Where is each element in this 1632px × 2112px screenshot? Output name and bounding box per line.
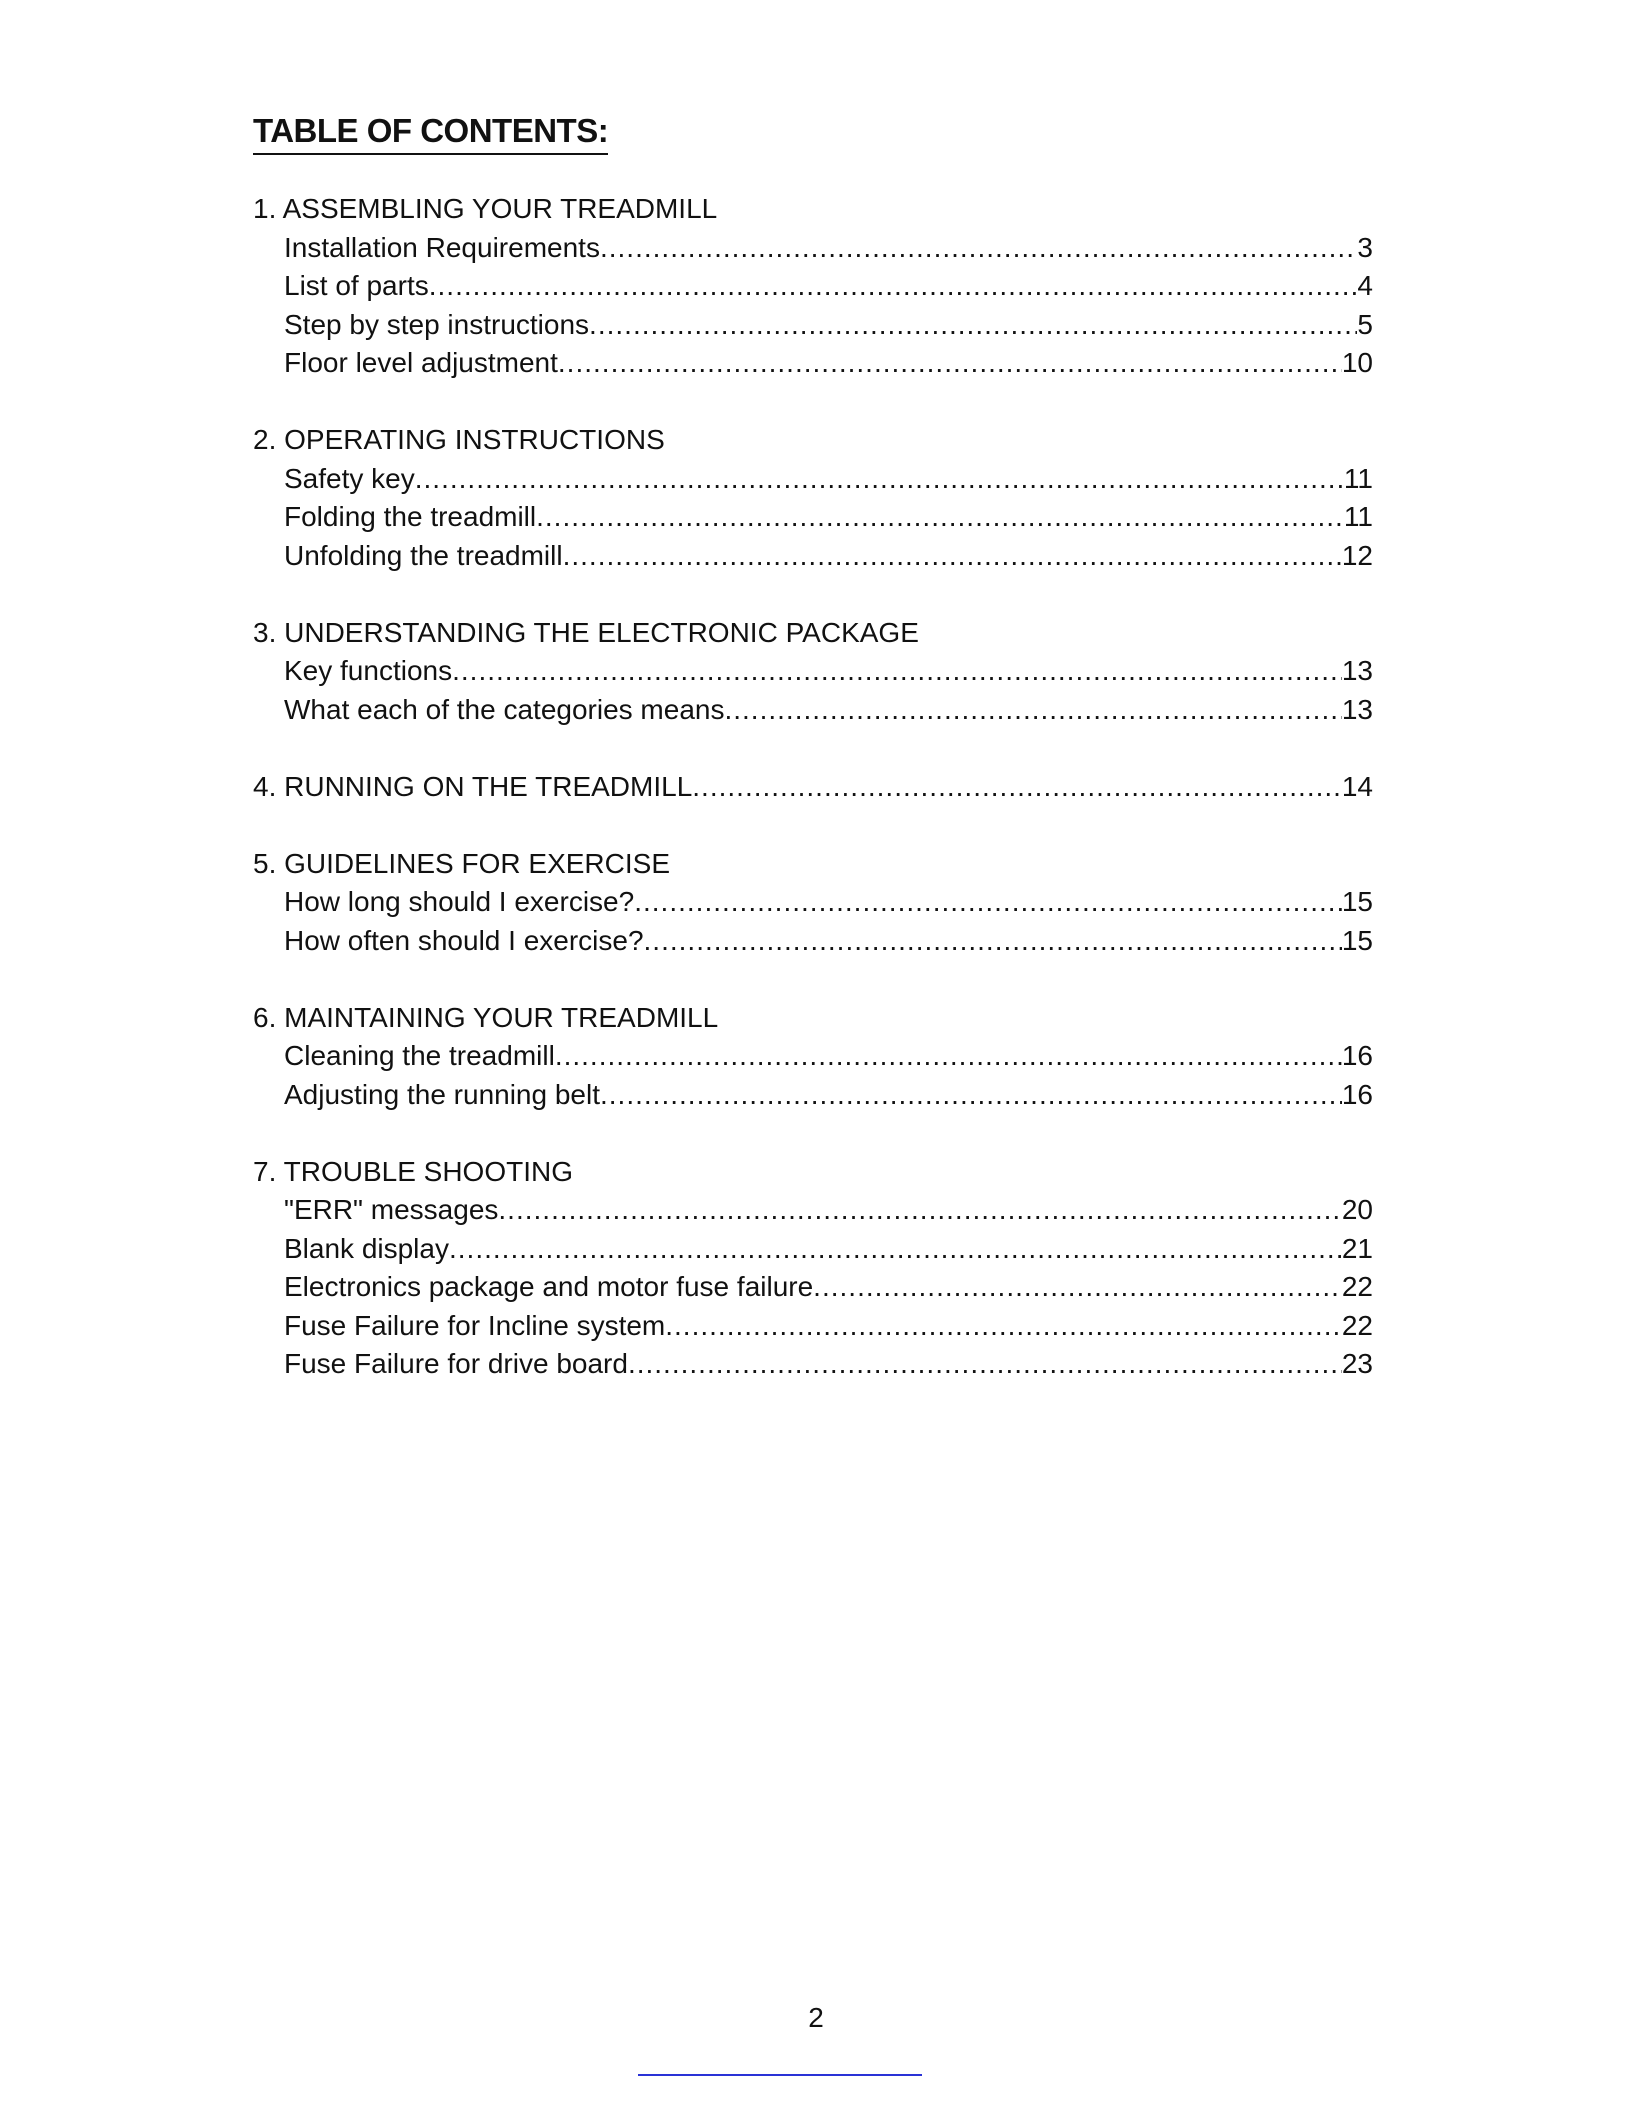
toc-entry-label: Safety key	[284, 462, 415, 494]
toc-entry	[253, 306, 1373, 345]
section-heading: 5. GUIDELINES FOR EXERCISE	[253, 847, 670, 879]
toc-entry	[253, 691, 1373, 730]
toc-entry	[253, 883, 1373, 922]
section-heading: 3. UNDERSTANDING THE ELECTRONIC PACKAGE	[253, 616, 919, 648]
toc-entry-page-number: 12	[1341, 539, 1373, 571]
dot-leader	[634, 883, 1342, 922]
toc-entry-label: "ERR" messages	[284, 1194, 499, 1225]
footer-divider	[638, 2074, 922, 2076]
toc-entry	[253, 922, 1373, 961]
section-spacer	[253, 383, 1373, 422]
toc-entry-label: Folding the treadmill	[284, 501, 537, 532]
dot-leader	[415, 460, 1344, 499]
dot-leader	[429, 267, 1358, 306]
dot-leader	[600, 229, 1357, 268]
toc-entry	[253, 460, 1373, 499]
toc-section	[253, 845, 1373, 961]
toc-entry	[253, 1345, 1373, 1384]
toc-entry	[253, 1076, 1373, 1115]
section-heading	[253, 768, 1373, 807]
toc-entry	[253, 652, 1373, 691]
toc-entry-page-number: 15	[1341, 924, 1373, 956]
toc-entry-label: Adjusting the running belt	[284, 1078, 600, 1110]
toc-entry-page-number: 15	[1341, 886, 1373, 917]
dot-leader	[452, 652, 1342, 691]
toc-entry-page-number: 23	[1341, 1348, 1373, 1379]
toc-section	[253, 768, 1373, 807]
toc-entry-page-number: 4	[1357, 270, 1373, 301]
toc-entry-label: Step by step instructions	[284, 308, 590, 340]
toc-entry-label: Electronics package and motor fuse failure	[284, 1271, 814, 1302]
toc-entry-label: Unfolding the treadmill	[284, 539, 563, 571]
section-heading: 7. TROUBLE SHOOTING	[253, 1155, 573, 1187]
toc-entry-label: Installation Requirements	[284, 231, 600, 263]
toc-entry-page-number: 16	[1341, 1078, 1373, 1110]
dot-leader	[498, 1191, 1341, 1230]
toc-entry-label: What each of the categories means	[284, 693, 725, 725]
toc-entry-page-number: 11	[1343, 462, 1373, 494]
page-number: 2	[808, 2002, 824, 2033]
toc-entry	[253, 1307, 1373, 1346]
toc-entry-page-number: 11	[1343, 501, 1373, 532]
toc-entry	[253, 229, 1373, 268]
toc-entry-page-number: 16	[1341, 1040, 1373, 1071]
toc-entry-page-number: 13	[1341, 693, 1373, 725]
dot-leader	[449, 1230, 1342, 1269]
toc-entry-label: How long should I exercise?	[284, 886, 635, 917]
toc-entry-label: Fuse Failure for Incline system	[284, 1309, 666, 1341]
toc-entry	[253, 1230, 1373, 1269]
toc-entry	[253, 267, 1373, 306]
dot-leader	[724, 691, 1341, 730]
dot-leader	[665, 1307, 1342, 1346]
toc-section	[253, 190, 1373, 383]
section-spacer	[253, 960, 1373, 999]
table-of-contents	[253, 190, 1373, 1384]
toc-entry-page-number: 20	[1341, 1194, 1373, 1225]
dot-leader	[600, 1076, 1342, 1115]
dot-leader	[628, 1345, 1342, 1384]
toc-section	[253, 614, 1373, 730]
dot-leader	[813, 1268, 1342, 1307]
dot-leader	[692, 768, 1342, 807]
dot-leader	[558, 344, 1342, 383]
toc-entry-page-number: 22	[1341, 1309, 1373, 1341]
section-spacer	[253, 806, 1373, 845]
dot-leader	[536, 498, 1344, 537]
section-spacer	[253, 1114, 1373, 1153]
section-page-number: 14	[1341, 770, 1373, 802]
toc-entry-page-number: 13	[1341, 655, 1373, 686]
page-title: TABLE OF CONTENTS:	[253, 110, 608, 155]
toc-entry	[253, 344, 1373, 383]
toc-entry-page-number: 22	[1341, 1271, 1373, 1302]
toc-entry-label: How often should I exercise?	[284, 924, 644, 956]
toc-entry-label: Blank display	[284, 1232, 449, 1264]
toc-entry	[253, 1191, 1373, 1230]
toc-entry	[253, 498, 1373, 537]
toc-entry-page-number: 21	[1341, 1232, 1373, 1264]
toc-section	[253, 999, 1373, 1115]
section-heading: 1. ASSEMBLING YOUR TREADMILL	[253, 193, 718, 224]
toc-entry-label: Floor level adjustment	[284, 347, 558, 378]
section-heading: 2. OPERATING INSTRUCTIONS	[253, 424, 665, 455]
toc-entry-label: Fuse Failure for drive board	[284, 1348, 628, 1379]
dot-leader	[644, 922, 1342, 961]
section-spacer	[253, 575, 1373, 614]
toc-entry	[253, 1268, 1373, 1307]
toc-section	[253, 1153, 1373, 1384]
section-heading-label: 4. RUNNING ON THE TREADMILL	[253, 770, 693, 802]
section-spacer	[253, 729, 1373, 768]
toc-entry-page-number: 5	[1357, 308, 1373, 340]
toc-entry-label: Key functions	[284, 655, 453, 686]
dot-leader	[563, 537, 1342, 576]
toc-entry-page-number: 10	[1341, 347, 1373, 378]
dot-leader	[555, 1037, 1342, 1076]
toc-entry	[253, 537, 1373, 576]
toc-entry-label: Cleaning the treadmill	[284, 1040, 555, 1071]
dot-leader	[589, 306, 1357, 345]
toc-entry-label: List of parts	[284, 270, 429, 301]
toc-entry-page-number: 3	[1357, 231, 1373, 263]
toc-section	[253, 421, 1373, 575]
section-heading: 6. MAINTAINING YOUR TREADMILL	[253, 1001, 719, 1033]
toc-entry	[253, 1037, 1373, 1076]
